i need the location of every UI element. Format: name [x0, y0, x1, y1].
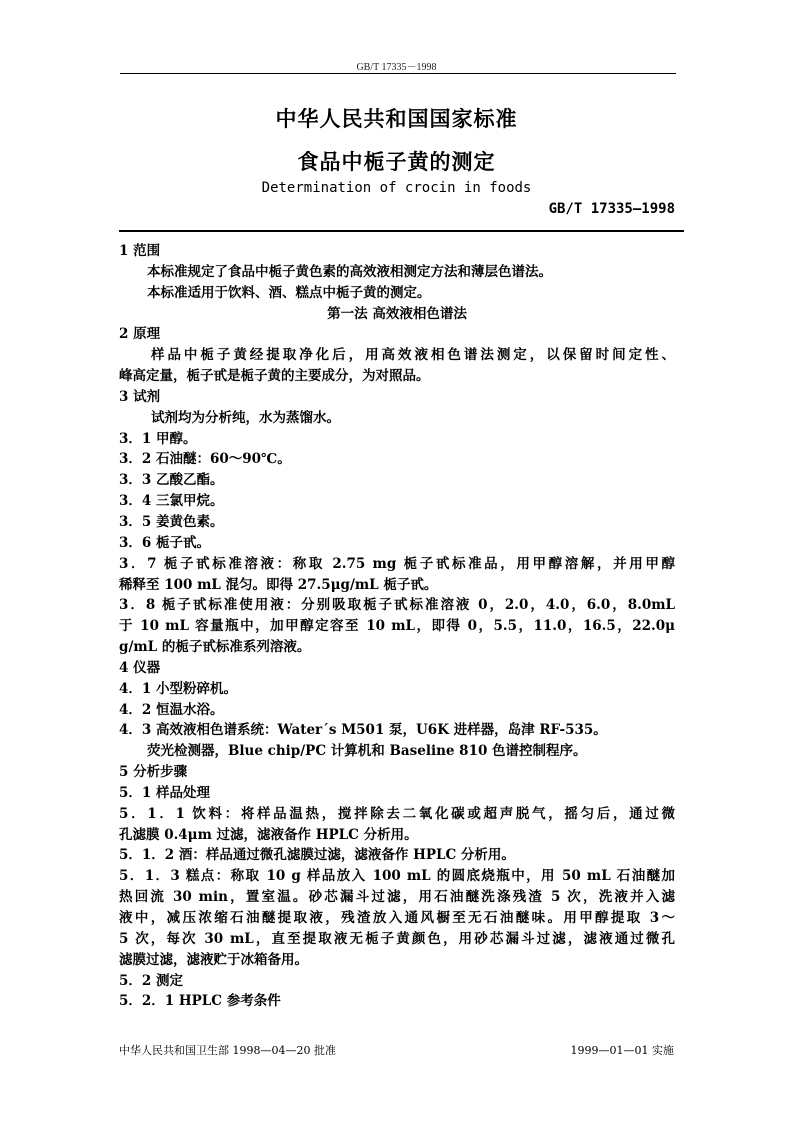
running-header-code: GB/T 17335－1998 — [356, 62, 437, 73]
clause-line: 3．6 栀子甙。 — [119, 534, 210, 551]
subsection-heading: 5．2 测定 — [119, 972, 183, 989]
clause-line: 于 10 mL 容量瓶中，加甲醇定容至 10 mL，即得 0，5.5，11.0，16.5，22.0μ — [119, 618, 675, 635]
clause-line: 3．5 姜黄色素。 — [119, 513, 224, 530]
paragraph-line: 样品中栀子黄经提取净化后，用高效液相色谱法测定，以保留时间定性、 — [151, 347, 675, 364]
section-heading: 1 范围 — [119, 243, 161, 259]
section-heading: 5 分析步骤 — [119, 764, 188, 781]
clause-line: 稀释至 100 mL 混匀。即得 27.5μg/mL 栀子甙。 — [119, 576, 438, 593]
section-heading: 4 仪器 — [119, 659, 161, 676]
paragraph-line: 本标准适用于饮料、酒、糕点中栀子黄的测定。 — [147, 284, 431, 301]
standard-code: GB/T 17335—1998 — [548, 201, 675, 217]
clause-line: 滤膜过滤，滤液贮于冰箱备用。 — [119, 951, 308, 968]
clause-line: 3．7 栀子甙标准溶液：称取 2.75 mg 栀子甙标准品，用甲醇溶解，并用甲醇 — [119, 555, 675, 572]
paragraph-line: 峰高定量，栀子甙是栀子黄的主要成分，为对照品。 — [119, 368, 430, 385]
clause-line: 5．1．3 糕点：称取 10 g 样品放入 100 mL 的圆底烧瓶中，用 50 mL 石油醚加 — [119, 868, 675, 885]
clause-line: 5 次，每次 30 mL，直至提取液无栀子黄颜色，用砂芯漏斗过滤，滤液通过微孔 — [119, 930, 675, 947]
clause-line: 4．1 小型粉碎机。 — [119, 680, 237, 697]
clause-line: 3．4 三氯甲烷。 — [119, 493, 224, 510]
document-body — [119, 241, 675, 1012]
clause-line: g/mL 的栀子甙标准系列溶液。 — [119, 639, 311, 656]
section-heading: 2 原理 — [119, 326, 161, 343]
paragraph-line: 本标准规定了食品中栀子黄色素的高效液相测定方法和薄层色谱法。 — [147, 263, 552, 280]
clause-line: 孔滤膜 0.4μm 过滤，滤液备作 HPLC 分析用。 — [119, 826, 418, 843]
clause-line: 5．1．1 饮料：将样品温热，搅拌除去二氧化碳或超声脱气，摇匀后，通过微 — [119, 805, 675, 822]
english-title: Determination of crocin in foods — [261, 180, 532, 196]
clause-line: 3．1 甲醇。 — [119, 430, 197, 447]
national-standard-title: 中华人民共和国国家标准 — [275, 106, 518, 131]
footer-issuer: 中华人民共和国卫生部 1998—04—20 批准 — [119, 1044, 336, 1057]
clause-line: 液中，减压浓缩石油醚提取液，残渣放入通风橱至无石油醚味。用甲醇提取 3～ — [119, 910, 675, 926]
clause-line: 4．2 恒温水浴。 — [119, 701, 224, 718]
subsection-heading: 5．1 样品处理 — [119, 784, 210, 801]
method-heading: 第一法 高效液相色谱法 — [327, 305, 467, 322]
clause-line: 4．3 高效液相色谱系统：Water´s M501 泵，U6K 进样器，岛津 RF-535。 — [119, 722, 607, 739]
subsection-heading: 5．2．1 HPLC 参考条件 — [119, 993, 281, 1010]
paragraph-line: 试剂均为分析纯，水为蒸馏水。 — [151, 409, 340, 426]
document-title: 食品中栀子黄的测定 — [297, 149, 496, 174]
clause-line: 5．1．2 酒：样品通过微孔滤膜过滤，滤液备作 HPLC 分析用。 — [119, 847, 515, 864]
clause-line: 荧光检测器，Blue chip/PC 计算机和 Baseline 810 色谱控制程序。 — [147, 743, 587, 760]
clause-line: 3．8 栀子甙标准使用液：分别吸取栀子甙标准溶液 0，2.0，4.0，6.0，8.0mL — [119, 597, 675, 614]
footer-effective-date: 1999—01—01 实施 — [570, 1044, 674, 1057]
clause-line: 3．2 石油醚：60～90℃。 — [119, 451, 291, 468]
clause-line: 3．3 乙酸乙酯。 — [119, 472, 224, 489]
header-rule — [120, 73, 676, 74]
title-rule — [119, 230, 684, 232]
clause-line: 热回流 30 min，置室温。砂芯漏斗过滤，用石油醚洗涤残渣 5 次，洗液并入滤 — [119, 889, 675, 906]
section-heading: 3 试剂 — [119, 388, 161, 405]
